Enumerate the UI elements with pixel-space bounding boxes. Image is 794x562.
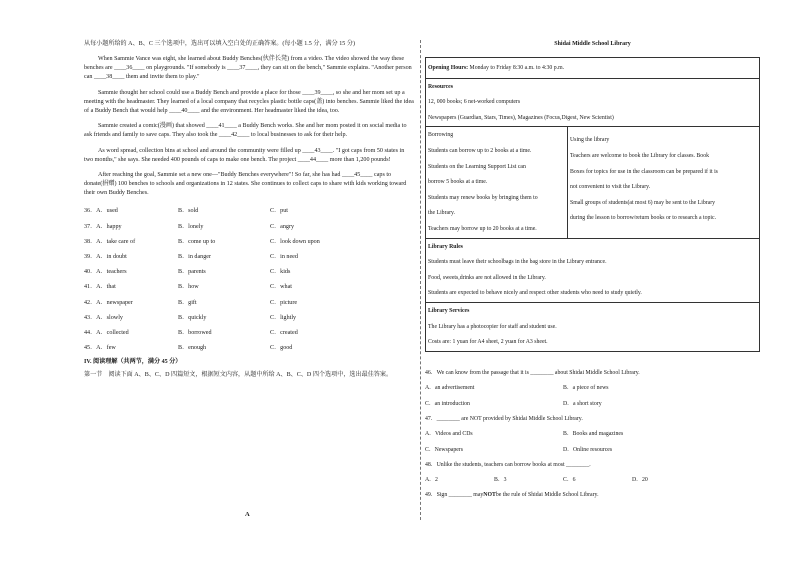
- using-library-line: Teachers are welcome to book the Library for classes. Book: [570, 152, 709, 159]
- question-49-not: NOT: [483, 492, 496, 499]
- option-c: C．kids: [270, 269, 291, 276]
- library-service: Costs are: 1 yuan for A4 sheet, 2 yuan for A3 sheet.: [428, 339, 548, 346]
- cloze-instruction: 从每小题所给的 A、B、C 三个选项中，选出可以填入空白处的正确答案。(每小题 1.5 分，满分 15 分): [84, 41, 356, 47]
- option-b: B．lonely: [178, 223, 204, 230]
- borrowing-cell: [426, 127, 568, 237]
- option-a: 41．A．that: [84, 284, 116, 291]
- option-47a: A．Videos and CDs: [425, 431, 473, 438]
- option-a: 40．A．teachers: [84, 269, 127, 276]
- library-rules-row: [426, 239, 759, 303]
- questions-block: [425, 366, 760, 504]
- option-a: 42．A．newspaper: [84, 299, 133, 306]
- question-46-options-ab: [425, 381, 760, 396]
- option-b: B．in danger: [178, 254, 212, 260]
- library-service: The Library has a photocopier for staff and student use.: [428, 323, 557, 330]
- option-46a: A．an advertisement: [425, 385, 475, 392]
- option-a: 43．A．slowly: [84, 314, 123, 321]
- opening-hours-row: [426, 58, 759, 79]
- option-47b: B．Books and magazines: [563, 431, 624, 438]
- cloze-option-row: [84, 235, 374, 250]
- cloze-option-row: [84, 311, 374, 326]
- section-instruction: 第一节 阅读下面 A、B、C、D 四篇短文，根据短文内容，从题中所给 A、B、C、D 四个选项中，选出最佳答案。: [84, 372, 393, 379]
- cloze-paragraph-4: As word spread, collection bins at school and around the community were filled up ____43____. "I got caps from 50 states in two months," she says. She needed 400 pounds of caps to make one bench. The project ____44____ more than 1,200 pounds!: [84, 147, 405, 163]
- option-b: B．quickly: [178, 314, 207, 321]
- question-47-options-cd: [425, 442, 760, 457]
- question-46-options-cd: [425, 396, 760, 411]
- option-b: B．come up to: [178, 238, 216, 245]
- question-48: 48．Unlike the students, teachers can borrow books at most ________.: [425, 461, 591, 468]
- option-c: C．created: [270, 329, 298, 336]
- option-48a: A．2: [425, 477, 438, 484]
- using-library-heading: Using the library: [570, 137, 610, 144]
- option-b: B．how: [178, 284, 199, 291]
- library-rules-heading: Library Rules: [428, 243, 463, 250]
- library-services-row: [426, 303, 759, 351]
- resources-row: [426, 79, 759, 128]
- cloze-paragraph-1: When Sammie Vance was eight, she learned about Buddy Benches(伙伴长凳) from a video. The video showed the way these benches are ____36____ on playgrounds. "If somebody is ____37____, they can sit on the bench," Sammie explains. "Another person can ____38____ them and invite them to play.": [84, 56, 412, 81]
- option-46c: C．an introduction: [425, 400, 470, 407]
- borrowing-line: Students may renew books by bringing them to: [428, 194, 538, 201]
- cloze-option-row: [84, 295, 374, 310]
- option-c: C．what: [270, 284, 293, 291]
- option-c: C．good: [270, 345, 293, 352]
- option-a: 39．A．in doubt: [84, 254, 127, 260]
- option-c: C．look down upon: [270, 238, 320, 245]
- question-47-options-ab: [425, 427, 760, 442]
- option-47d: D．Online resources: [563, 446, 613, 453]
- cloze-option-row: [84, 280, 374, 295]
- borrowing-line: the Library.: [428, 210, 455, 217]
- cloze-option-row: [84, 250, 374, 265]
- question-47: 47．________ are NOT provided by Shidai Middle School Library.: [425, 415, 583, 422]
- cloze-option-row: [84, 204, 374, 219]
- borrowing-line: Teachers may borrow up to 20 books at a time.: [428, 225, 537, 232]
- option-b: B．parents: [178, 269, 206, 276]
- option-c: C．put: [270, 208, 288, 215]
- using-library-line: Boxes for topics for use in the classroom can be prepared if it is: [570, 168, 718, 175]
- cloze-option-row: [84, 326, 374, 341]
- left-column: [84, 40, 414, 380]
- option-c: C．lightly: [270, 314, 297, 321]
- library-rule: Students are expected to behave nicely and respect other students who need to study quietly.: [428, 290, 642, 297]
- cloze-paragraph-3: Sammie created a comic(漫画) that showed ____41____ a Buddy Bench works. She and her mom posted it on social media to ask friends and family to save caps. They also took the ____42____ to local businesses to ask for their help.: [84, 123, 407, 139]
- library-services-heading: Library Services: [428, 307, 470, 314]
- borrowing-line: Students can borrow up to 2 books at a time.: [428, 147, 532, 154]
- using-library-cell: [568, 127, 759, 237]
- option-48c: C．6: [563, 477, 576, 484]
- passage-label: A: [245, 511, 250, 518]
- opening-hours-label: Opening Hours:: [428, 64, 469, 71]
- question-49-end: be the rule of Shidai Middle School Library.: [495, 492, 599, 499]
- borrowing-heading: Borrowing: [428, 132, 454, 139]
- option-47c: C．Newspapers: [425, 446, 463, 453]
- resources-heading: Resources: [428, 83, 454, 90]
- question-49-start: 49．Sign ________ may: [425, 492, 484, 499]
- using-library-line: not convenient to visit the Library.: [570, 184, 651, 191]
- option-48d: D．20: [632, 477, 648, 484]
- cloze-paragraph-5: After reaching the goal, Sammie set a new one—"Buddy Benches everywhere"! So far, she has had ____45____ caps to donate(捐赠) 100 benches to schools and organizations in 12 states. She continues to collect caps to share with kids working toward their own Buddy Benches.: [84, 171, 407, 196]
- library-rule: Food, sweets,drinks are not allowed in the Library.: [428, 274, 546, 281]
- option-b: B．gift: [178, 299, 197, 306]
- option-c: C．angry: [270, 223, 295, 230]
- borrowing-line: Students on the Learning Support List can: [428, 163, 526, 170]
- option-46b: B．a piece of news: [563, 385, 609, 392]
- option-a: 37．A．happy: [84, 223, 122, 230]
- resources-line-1: 12, 000 books; 6 net-worked computers: [428, 99, 521, 106]
- option-b: B．borrowed: [178, 329, 212, 336]
- opening-hours-text: Monday to Friday 8:30 a.m. to 4:30 p.m.: [468, 64, 565, 71]
- question-46: 46．We can know from the passage that it is ________ about Shidai Middle School Library.: [425, 370, 640, 377]
- option-46d: D．a short story: [563, 400, 602, 407]
- library-rule: Students must leave their schoolbags in the bag store in the Library entrance.: [428, 259, 607, 266]
- option-48b: B．3: [494, 477, 507, 484]
- option-a: 38．A．take care of: [84, 238, 136, 245]
- right-column: [425, 40, 760, 503]
- library-notice-box: [425, 57, 760, 352]
- cloze-option-row: [84, 341, 374, 356]
- option-c: C．picture: [270, 299, 298, 306]
- question-48-options: [425, 473, 760, 488]
- section-title: IV. 阅读理解（共两节，满分 45 分）: [84, 359, 182, 366]
- option-a: 44．A．collected: [84, 329, 129, 336]
- cloze-option-row: [84, 265, 374, 280]
- column-divider: [420, 40, 421, 520]
- cloze-options-table: [84, 204, 374, 356]
- cloze-paragraph-2: Sammie thought her school could use a Buddy Bench and provide a place for those ____39____, so she and her mom set up a meeting with the headmaster. They learned of a local company that recycles plastic bottle caps(盖) into benches. Sammie liked the idea of a Buddy Bench that would help ____40____ and the environment. Her headmaster liked the idea, too.: [84, 89, 414, 114]
- library-title: Shidai Middle School Library: [554, 41, 631, 47]
- resources-line-2: Newspapers (Guardian, Stars, Times), Magazines (Focus,Digest, New Scientist): [428, 114, 614, 121]
- option-b: B．enough: [178, 345, 207, 352]
- cloze-option-row: [84, 220, 374, 235]
- using-library-line: during the lesson to borrow/return books or to research a topic.: [570, 215, 717, 222]
- question-49: [425, 488, 760, 503]
- option-b: B．sold: [178, 208, 199, 215]
- borrowing-using-row: [426, 127, 759, 238]
- option-a: 45．A．few: [84, 345, 116, 352]
- using-library-line: Small groups of students(at most 6) may be sent to the Library: [570, 199, 716, 206]
- borrowing-line: borrow 5 books at a time.: [428, 179, 488, 186]
- option-c: C．in need: [270, 254, 298, 260]
- option-a: 36．A．used: [84, 208, 118, 215]
